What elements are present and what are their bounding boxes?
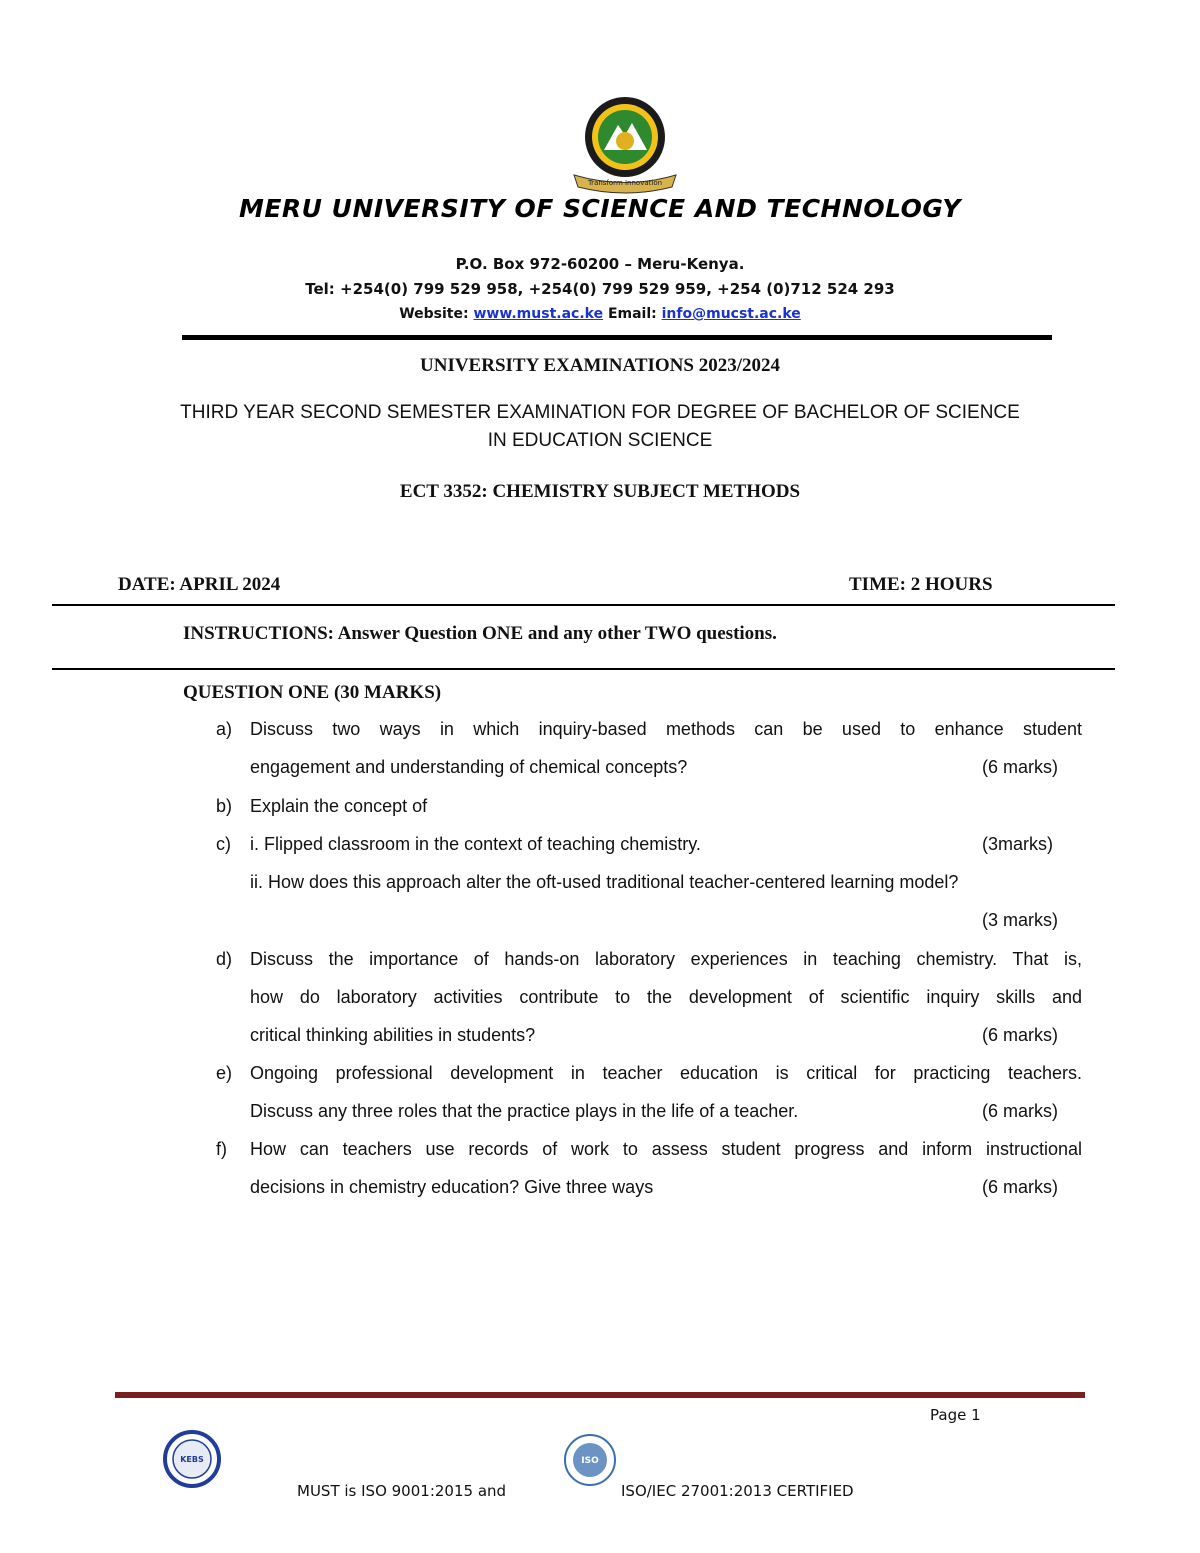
item-letter-a: a)	[216, 719, 233, 739]
item-d-line-3: critical thinking abilities in students?	[250, 1025, 536, 1045]
kebs-logo	[163, 1430, 221, 1488]
item-letter-f: f)	[216, 1139, 227, 1159]
item-e-line-2: Discuss any three roles that the practice plays in the life of a teacher.	[250, 1101, 799, 1121]
item-d-line-2: how do laboratory activities contribute to the development of scientific inquiry skills and	[250, 987, 1082, 1007]
certification-right: ISO/IEC 27001:2013 CERTIFIED	[621, 1482, 854, 1500]
item-e-line-1: Ongoing professional development in teacher education is critical for practicing teachers.	[250, 1063, 1082, 1083]
program-line-2: IN EDUCATION SCIENCE	[487, 430, 713, 451]
divider	[52, 668, 1115, 670]
website-label: Website:	[399, 306, 469, 322]
item-a-line-1: Discuss two ways in which inquiry-based methods can be used to enhance student	[250, 719, 1082, 739]
question-one-title: QUESTION ONE (30 MARKS)	[183, 682, 442, 703]
item-a-line-2: engagement and understanding of chemical concepts?	[250, 757, 688, 777]
item-d-marks: (6 marks)	[982, 1025, 1058, 1045]
telephone-numbers: Tel: +254(0) 799 529 958, +254(0) 799 529 959, +254 (0)712 524 293	[305, 280, 895, 298]
item-letter-d: d)	[216, 949, 233, 969]
university-logo	[562, 95, 688, 195]
item-b-line-1: Explain the concept of	[250, 796, 428, 816]
item-letter-b: b)	[216, 796, 233, 816]
website-link[interactable]: www.must.ac.ke	[473, 306, 604, 322]
item-f-line-1: How can teachers use records of work to assess student progress and inform instructional	[250, 1139, 1082, 1159]
item-c-line-2: ii. How does this approach alter the oft-used traditional teacher-centered learning model?	[250, 872, 959, 892]
exam-title: UNIVERSITY EXAMINATIONS 2023/2024	[420, 355, 780, 376]
kebs-label: KEBS	[180, 1455, 204, 1464]
exam-time: TIME: 2 HOURS	[849, 574, 993, 595]
item-letter-c: c)	[216, 834, 231, 854]
course-title: ECT 3352: CHEMISTRY SUBJECT METHODS	[399, 481, 801, 502]
iso-label: ISO	[581, 1456, 599, 1466]
email-link[interactable]: info@mucst.ac.ke	[661, 306, 801, 322]
footer-divider	[115, 1392, 1085, 1398]
item-f-marks: (6 marks)	[982, 1177, 1058, 1197]
instructions: INSTRUCTIONS: Answer Question ONE and any other TWO questions.	[183, 623, 777, 644]
item-c-marks-1: (3marks)	[982, 834, 1053, 854]
header-divider	[182, 335, 1052, 340]
email-label: Email:	[607, 306, 657, 322]
exam-date: DATE: APRIL 2024	[118, 574, 281, 595]
item-a-marks: (6 marks)	[982, 757, 1058, 777]
page-number: Page 1	[930, 1406, 981, 1424]
certification-left: MUST is ISO 9001:2015 and	[297, 1482, 507, 1500]
iso-logo	[563, 1433, 617, 1487]
program-line-1: THIRD YEAR SECOND SEMESTER EXAMINATION FOR DEGREE OF BACHELOR OF SCIENCE	[180, 402, 1020, 423]
divider	[52, 604, 1115, 606]
item-e-marks: (6 marks)	[982, 1101, 1058, 1121]
website-email-line	[0, 306, 1200, 322]
postal-address: P.O. Box 972-60200 – Meru-Kenya.	[455, 255, 745, 273]
item-c-line-1: i. Flipped classroom in the context of teaching chemistry.	[250, 834, 701, 854]
item-f-line-2: decisions in chemistry education? Give three ways	[250, 1177, 654, 1197]
item-c-marks-2: (3 marks)	[982, 910, 1058, 930]
item-letter-e: e)	[216, 1063, 233, 1083]
logo-motto: Transform Innovation	[587, 179, 663, 187]
item-d-line-1: Discuss the importance of hands-on laboratory experiences in teaching chemistry. That is,	[250, 949, 1082, 969]
university-name: MERU UNIVERSITY OF SCIENCE AND TECHNOLOGY	[238, 194, 962, 223]
